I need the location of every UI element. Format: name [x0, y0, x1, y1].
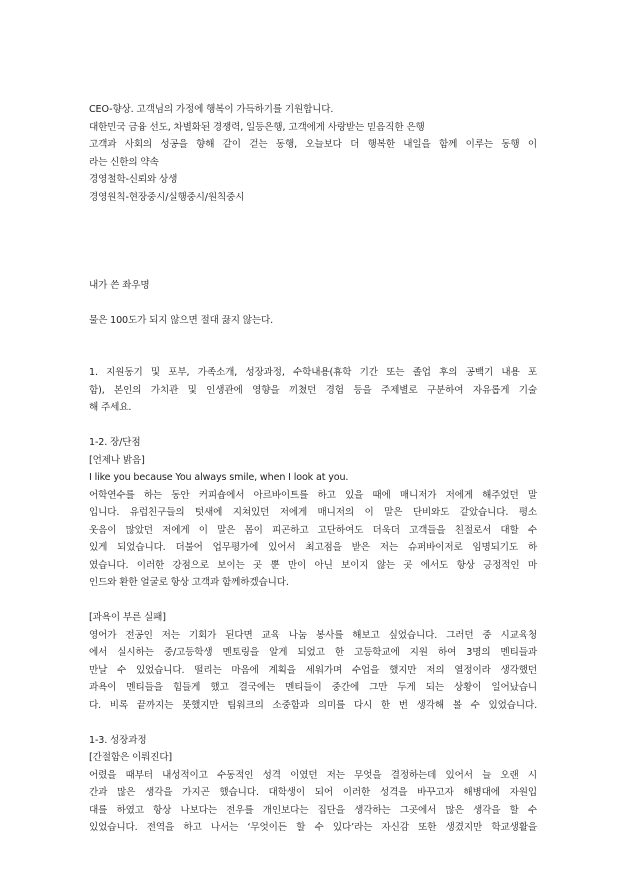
- section-failure: [89, 609, 537, 714]
- paragraph-line: 인드와 환한 얼굴로 항상 고객과 함께하겠습니다.: [89, 577, 289, 588]
- section-subheading: [간절함은 이뤄진다]: [89, 752, 173, 763]
- section-growth: [89, 732, 537, 837]
- section-strengths: [89, 434, 537, 592]
- paragraph-line: 다. 비록 끝까지는 못했지만 팀워크의 소중함과 의미를 다시 한 번 생각해 볼 수 있었습니다.: [89, 699, 537, 711]
- question-line: 해 주세요.: [89, 402, 132, 413]
- intro-line: 대한민국 금융 선도, 차별화된 경쟁력, 일등은행, 고객에게 사랑받는 믿음직한 은행: [89, 121, 425, 133]
- paragraph-line: I like you because You always smile, when I look at you.: [89, 472, 349, 483]
- paragraph-line: 있게 되었습니다. 더불어 업무평가에 있어서 최고점을 받은 저는 슈퍼바이저로 임명되기도 하: [89, 542, 537, 553]
- paragraph-line: 과욕이 멘티들을 힘들게 했고 결국에는 멘티들이 중간에 그만 두게 되는 상황이 일어났습니: [89, 682, 537, 693]
- paragraph-line: 만날 수 있었습니다. 떨리는 마음에 계획을 세워가며 수업을 했지만 저의 열정이라 생각했던: [89, 664, 537, 676]
- document-body: [89, 101, 537, 837]
- paragraph-line: 에서 실시하는 중/고등학생 멘토링을 알게 되었고 한 고등학교에 지원 하여 3명의 멘티들과: [89, 647, 537, 658]
- intro-line: 경영철학-신뢰와 상생: [89, 174, 178, 185]
- motto-heading: 내가 쓴 좌우명: [89, 279, 150, 291]
- section-subheading: [언제나 밝음]: [89, 454, 145, 466]
- paragraph-line: 어렸을 때부터 내성적이고 수동적인 성격 이였던 저는 무엇을 결정하는데 있어서 늘 오랜 시: [89, 769, 537, 781]
- motto-text: 물은 100도가 되지 않으면 절대 끓지 않는다.: [89, 314, 274, 326]
- section-heading: 1-3. 성장과정: [89, 734, 147, 746]
- intro-block: [89, 101, 537, 206]
- question-line: 1. 지원동기 및 포부, 가족소개, 성장과정, 수학내용(휴학 기간 또는 졸업 후의 공백기 내용 포: [89, 367, 537, 378]
- question-line: 함), 본인의 가치관 및 인생관에 영향을 끼쳤던 경험 등을 주제별로 구분하여 자유롭게 기술: [89, 384, 537, 396]
- paragraph-line: 어학연수를 하는 동안 커피숍에서 아르바이트를 하고 있을 때에 매니저가 저에게 해주었던 말: [89, 489, 537, 501]
- paragraph-line: 간과 많은 생각을 가지곤 했습니다. 대학생이 되어 이러한 성격을 바꾸고자 해병대에 자원입: [89, 787, 537, 798]
- motto-block: [89, 277, 537, 330]
- paragraph-line: 였습니다. 이러한 강점으로 보이는 곳 뿐 만이 아닌 보이지 않는 곳 에서도 항상 긍정적인 마: [89, 559, 537, 571]
- intro-line: 라는 신한의 약속: [89, 156, 159, 168]
- intro-line: CEO-향상. 고객님의 가정에 행복이 가득하기를 기원합니다.: [89, 104, 334, 115]
- intro-line: 경영원칙-현장중시/실행중시/원칙중시: [89, 191, 245, 203]
- paragraph-line: 입니다. 유럽친구들의 텃새에 지쳐있던 저에게 매니저의 이 말은 단비와도 같았습니다. 평소: [89, 507, 537, 518]
- paragraph-line: 영어가 전공인 저는 기회가 된다면 교육 나눔 봉사를 해보고 싶었습니다. 그러던 중 시교육청: [89, 629, 537, 641]
- paragraph-line: 대를 하였고 항상 나보다는 전우를 개인보다는 집단을 생각하는 그곳에서 많은 생각을 할 수: [89, 804, 537, 816]
- paragraph-line: 있었습니다. 전역을 하고 나서는 ‘무엇이든 할 수 있다’라는 자신감 또한 생겼지만 학교생활을: [89, 822, 537, 833]
- section-heading: 1-2. 장/단점: [89, 437, 141, 448]
- question-block: [89, 364, 537, 417]
- section-subheading: [과욕이 부른 실패]: [89, 612, 166, 623]
- intro-line: 고객과 사회의 성공을 향해 같이 걷는 동행, 오늘보다 더 행복한 내일을 함께 이루는 동행 이: [89, 139, 537, 150]
- paragraph-line: 웃음이 많았던 저에게 이 말은 몸이 피곤하고 고단하여도 더욱더 고객들을 친절로서 대할 수: [89, 524, 537, 536]
